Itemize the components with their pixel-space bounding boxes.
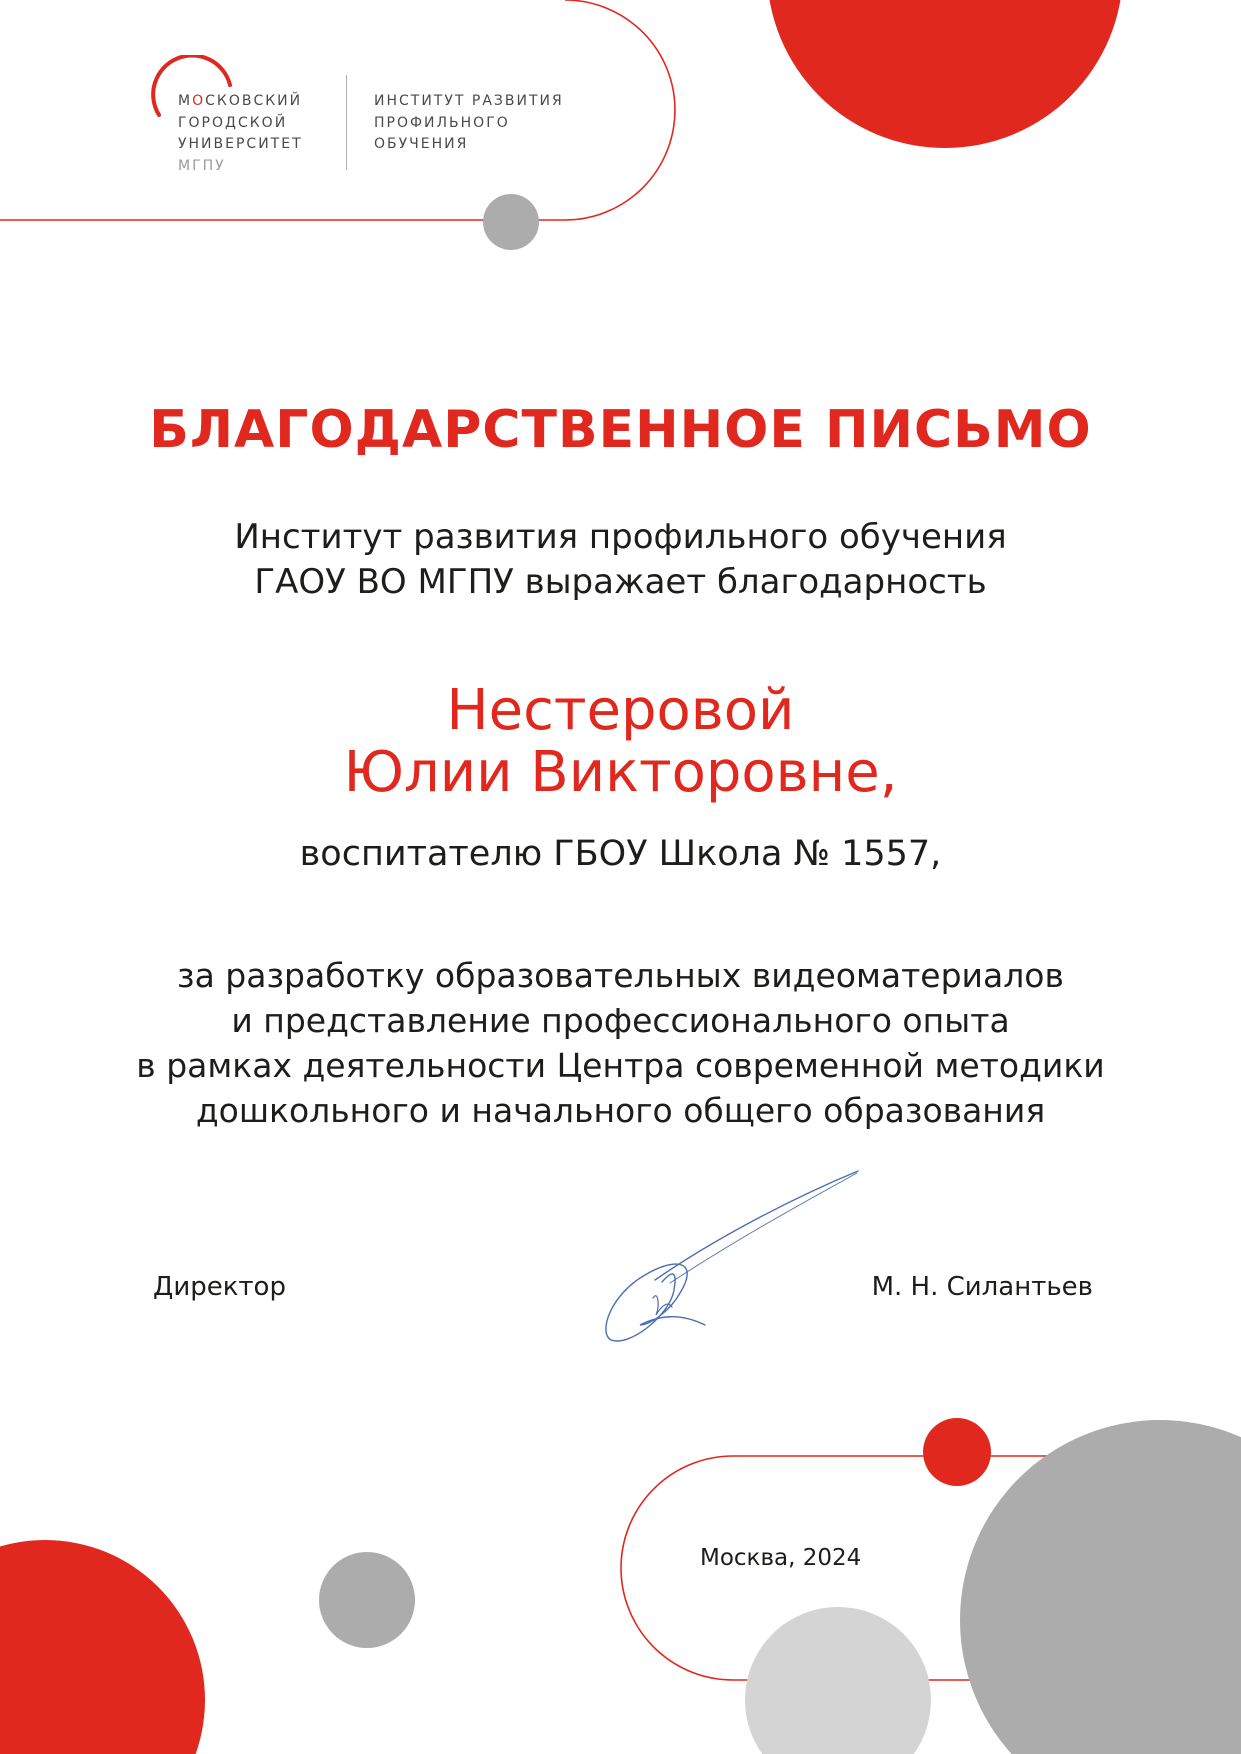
recipient-position: воспитателю ГБОУ Школа № 1557, (299, 834, 942, 874)
bottom-left-gray-dot (319, 1552, 415, 1648)
university-name-line-1: МОСКОВСКИЙ (178, 93, 303, 109)
university-abbreviation: МГПУ (178, 157, 226, 174)
institute-name-line-1: ИНСТИТУТ РАЗВИТИЯ (374, 93, 564, 109)
bottom-red-dot (923, 1418, 991, 1486)
institute-name-line-2: ПРОФИЛЬНОГО (374, 114, 510, 131)
institute-name-line-3: ОБУЧЕНИЯ (374, 136, 469, 152)
bottom-light-gray-circle (745, 1607, 931, 1754)
intro-line-1: Институт развития профильного обучения (234, 517, 1007, 557)
document-title: БЛАГОДАРСТВЕННОЕ ПИСЬМО (149, 400, 1092, 460)
university-name-line-2: ГОРОДСКОЙ (178, 114, 288, 131)
handwritten-signature (600, 1165, 870, 1350)
reason-text (0, 953, 1241, 1133)
signatory-name: М. Н. Силантьев (871, 1272, 1093, 1302)
university-logo (150, 55, 590, 185)
signatory-role: Директор (153, 1272, 286, 1302)
recipient-surname: Нестеровой (446, 678, 795, 743)
bottom-right-gray-circle (960, 1420, 1241, 1754)
reason-line-4: дошкольного и начального общего образования (195, 1091, 1046, 1130)
recipient-given-names: Юлии Викторовне, (343, 740, 898, 805)
intro-text (0, 515, 1241, 605)
intro-line-2: ГАОУ ВО МГПУ выражает благодарность (254, 562, 987, 602)
top-gray-dot (483, 194, 539, 250)
reason-line-2: и представление профессионального опыта (231, 1001, 1010, 1040)
university-name-line-3: УНИВЕРСИТЕТ (178, 136, 303, 152)
top-right-red-circle (767, 0, 1123, 148)
reason-line-3: в рамках деятельности Центра современной методики (136, 1046, 1105, 1085)
logo-divider (346, 75, 347, 170)
university-name (178, 91, 303, 177)
place-and-year: Москва, 2024 (700, 1545, 862, 1571)
reason-line-1: за разработку образовательных видеоматериалов (177, 956, 1064, 995)
bottom-left-red-circle (0, 1540, 205, 1754)
institute-name (374, 91, 564, 156)
recipient-name (0, 680, 1241, 804)
